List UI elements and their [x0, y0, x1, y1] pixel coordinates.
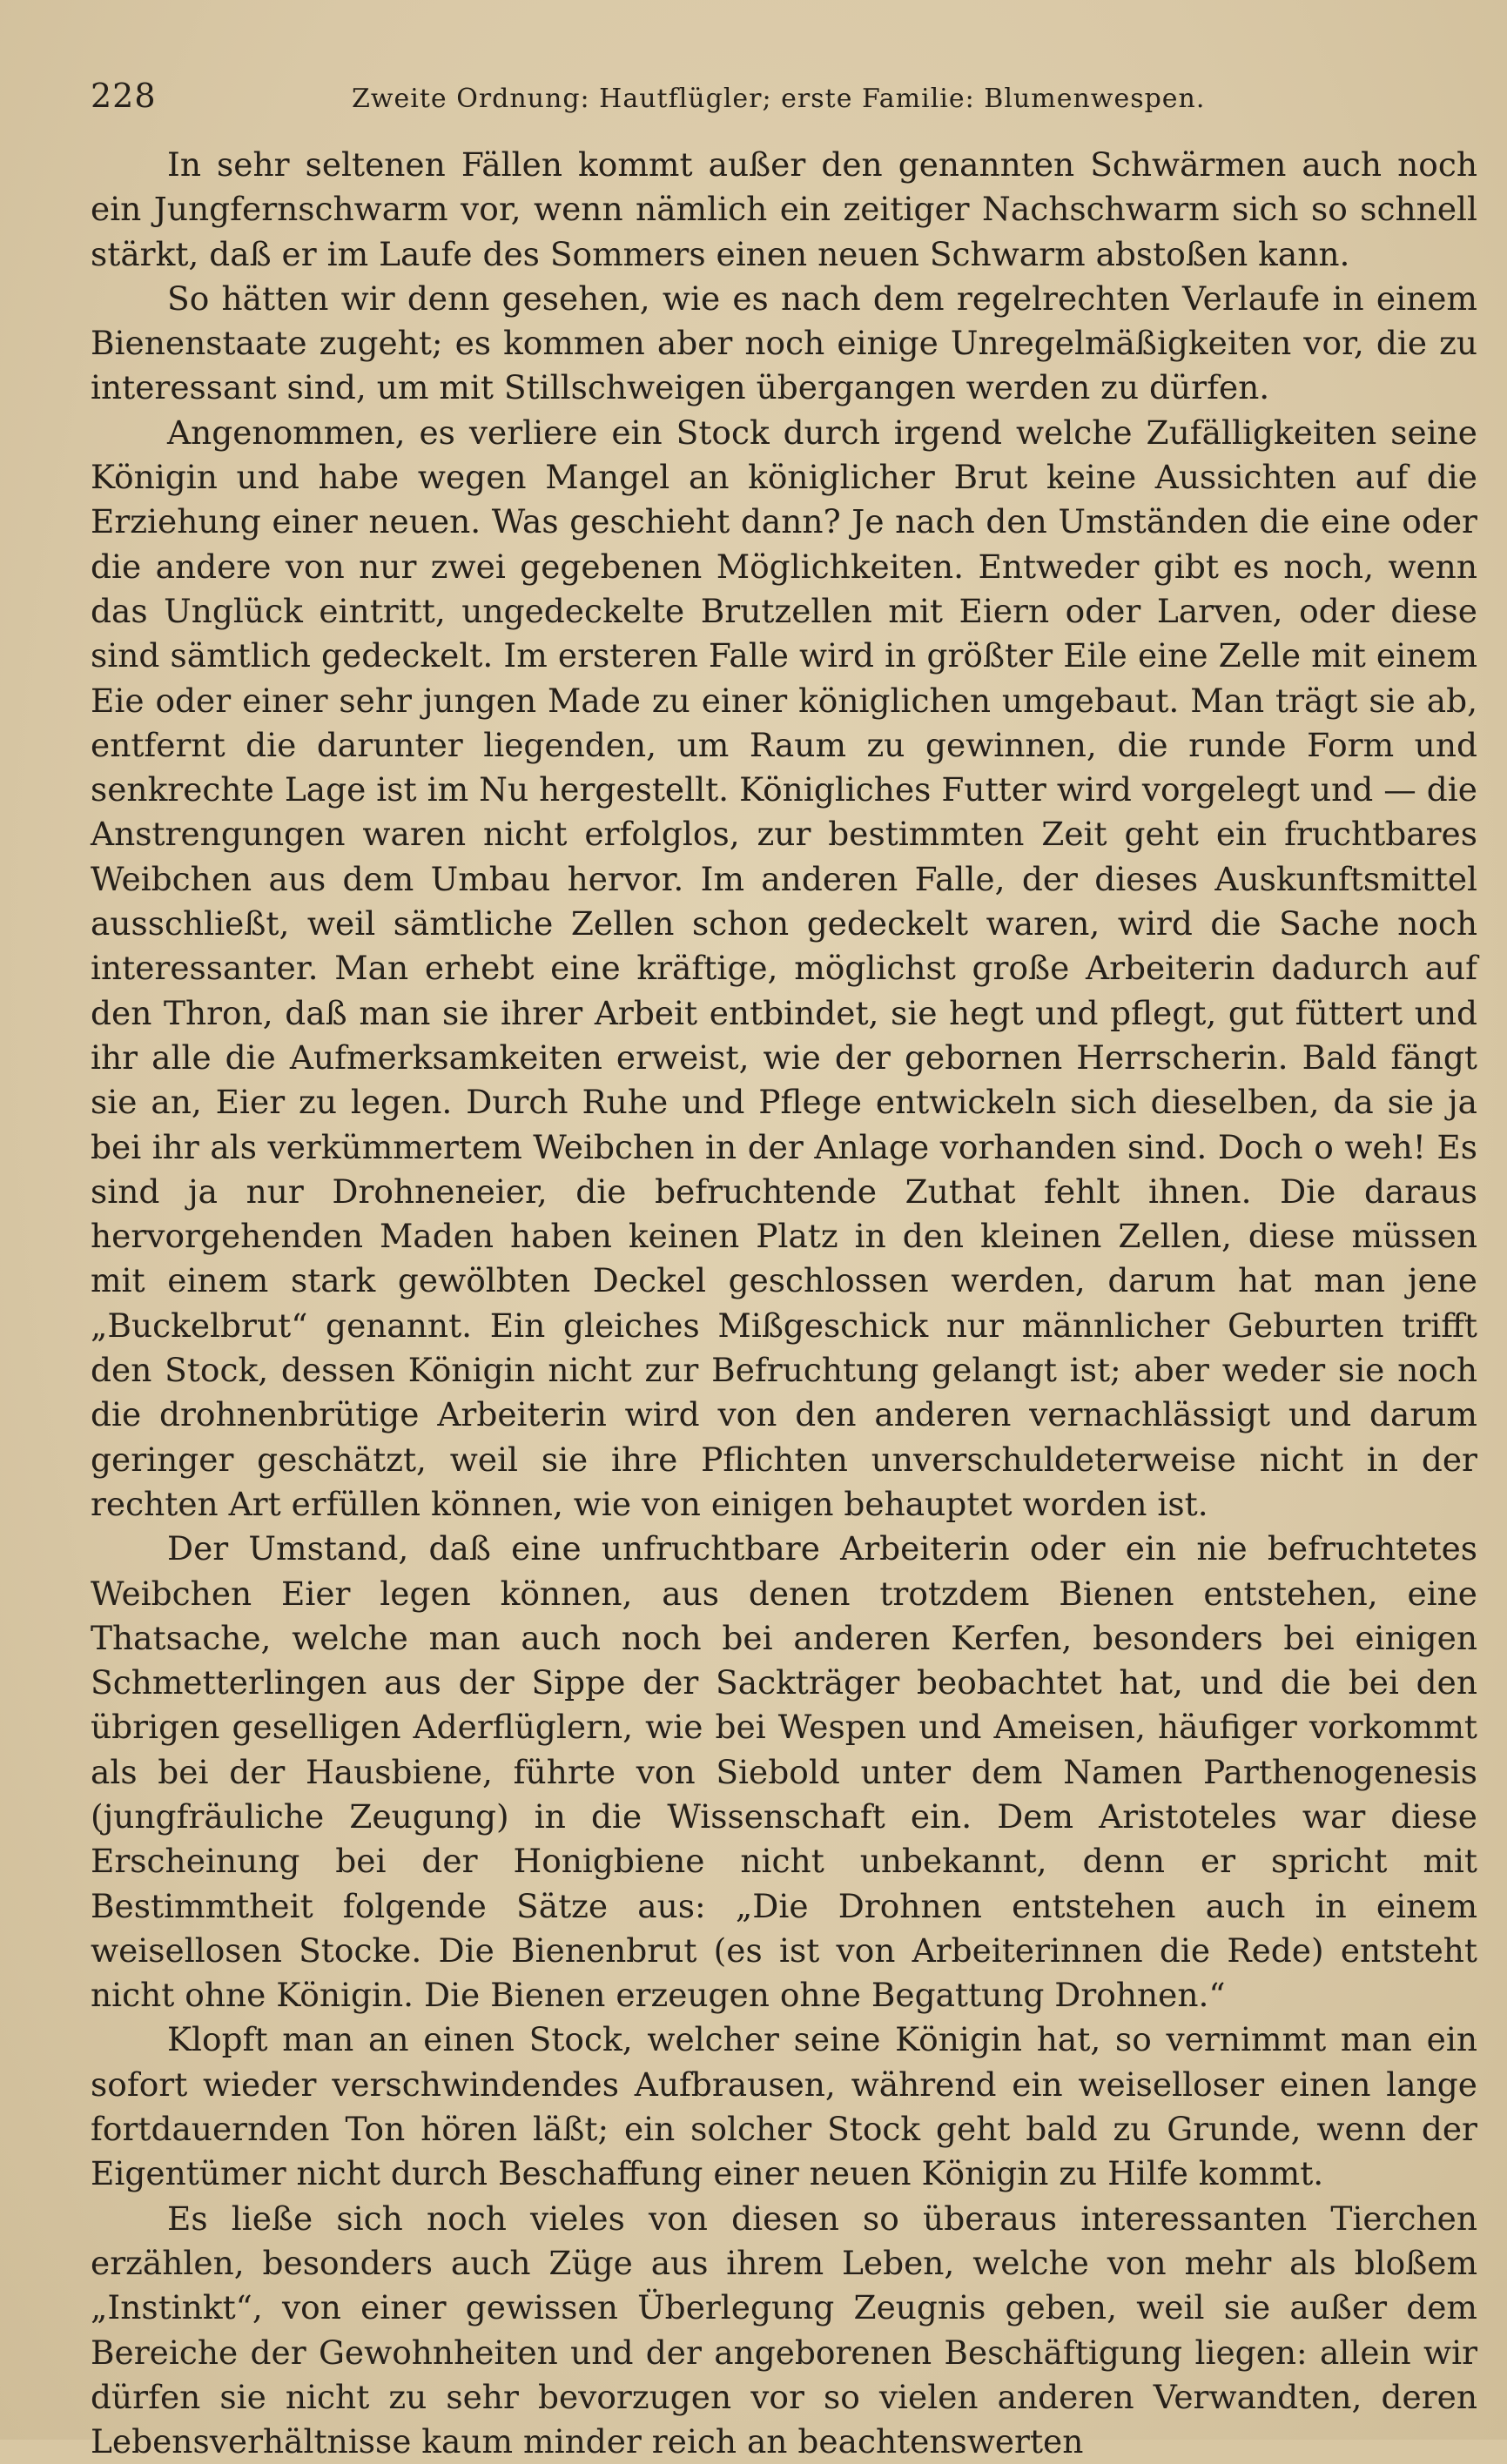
- paragraph: Klopft man an einen Stock, welcher seine Königin hat, so vernimmt man ein sofort wieder verschwindendes Aufbrausen, während ein weiselloser einen lange fortdauernden Ton hören läßt; ein solcher Stock geht bald zu Grunde, wenn der Eigentümer nicht durch Beschaffung einer neuen Königin zu Hilfe kommt.: [91, 2020, 1477, 2193]
- paragraph: Der Umstand, daß eine unfruchtbare Arbeiterin oder ein nie befruchtetes Weibchen Eier legen können, aus denen trotzdem Bienen entstehen, eine Thatsache, welche man auch noch bei anderen Kerfen, besonders bei einigen Schmetterlingen aus der Sippe der Sackträger beobachtet hat, und die bei den übrigen geselligen Aderflüglern, wie bei Wespen und Ameisen, häufiger vorkommt als bei der Hausbiene, führte von Siebold unter dem Namen Parthenogenesis (jungfräuliche Zeugung) in die Wissenschaft ein. Dem Aristoteles war diese Erscheinung bei der Honigbiene nicht unbekannt, denn er spricht mit Bestimmtheit folgende Sätze aus: „Die Drohnen entstehen auch in einem weisellosen Stocke. Die Bienenbrut (es ist von Arbeiterinnen die Rede) entsteht nicht ohne Königin. Die Bienen erzeugen ohne Begattung Drohnen.“: [91, 1529, 1477, 2015]
- body-text: [91, 143, 1477, 2464]
- paragraph: So hätten wir denn gesehen, wie es nach dem regelrechten Verlaufe in einem Bienenstaate zugeht; es kommen aber noch einige Unregelmäßigkeiten vor, die zu interessant sind, um mit Stillschweigen übergangen werden zu dürfen.: [91, 279, 1477, 407]
- running-head: Zweite Ordnung: Hautflügler; erste Familie: Blumenwespen.: [352, 84, 1206, 114]
- page-header: [91, 77, 1477, 122]
- paragraph: Angenommen, es verliere ein Stock durch irgend welche Zufälligkeiten seine Königin und habe wegen Mangel an königlicher Brut keine Aussichten auf die Erziehung einer neuen. Was geschieht dann? Je nach den Umständen die eine oder die andere von nur zwei gegebenen Möglichkeiten. Entweder gibt es noch, wenn das Unglück eintritt, ungedeckelte Brutzellen mit Eiern oder Larven, oder diese sind sämtlich gedeckelt. Im ersteren Falle wird in größter Eile eine Zelle mit einem Eie oder einer sehr jungen Made zu einer königlichen umgebaut. Man trägt sie ab, entfernt die darunter liegenden, um Raum zu gewinnen, die runde Form und senkrechte Lage ist im Nu hergestellt. Königliches Futter wird vorgelegt und — die Anstrengungen waren nicht erfolglos, zur bestimmten Zeit geht ein fruchtbares Weibchen aus dem Umbau hervor. Im anderen Falle, der dieses Auskunftsmittel ausschließt, weil sämtliche Zellen schon gedeckelt waren, wird die Sache noch interessanter. Man erhebt eine kräftige, möglichst große Arbeiterin dadurch auf den Thron, daß man sie ihrer Arbeit entbindet, sie hegt und pflegt, gut füttert und ihr alle die Aufmerksamkeiten erweist, wie der gebornen Herrscherin. Bald fängt sie an, Eier zu legen. Durch Ruhe und Pflege entwickeln sich dieselben, da sie ja bei ihr als verkümmertem Weibchen in der Anlage vorhanden sind. Doch o weh! Es sind ja nur Drohneneier, die befruchtende Zuthat fehlt ihnen. Die daraus hervorgehenden Maden haben keinen Platz in den kleinen Zellen, diese müssen mit einem stark gewölbten Deckel geschlossen werden, darum hat man jene „Buckelbrut“ genannt. Ein gleiches Mißgeschick nur männlicher Geburten trifft den Stock, dessen Königin nicht zur Befruchtung gelangt ist; aber weder sie noch die drohnenbrütige Arbeiterin wird von den anderen vernachlässigt und darum geringer geschätzt, weil sie ihre Pflichten unverschuldeterweise nicht in der rechten Art erfüllen können, wie von einigen behauptet worden ist.: [91, 413, 1477, 1523]
- paragraph: In sehr seltenen Fällen kommt außer den genannten Schwärmen auch noch ein Jungfernschwarm vor, wenn nämlich ein zeitiger Nachschwarm sich so schnell stärkt, daß er im Laufe des Sommers einen neuen Schwarm abstoßen kann.: [91, 145, 1477, 273]
- page-number: 228: [91, 77, 157, 115]
- paragraph: Es ließe sich noch vieles von diesen so überaus interessanten Tierchen erzählen, besonders auch Züge aus ihrem Leben, welche von mehr als bloßem „Instinkt“, von einer gewissen Überlegung Zeugnis geben, weil sie außer dem Bereiche der Gewohnheiten und der angeborenen Beschäftigung liegen: allein wir dürfen sie nicht zu sehr bevorzugen vor so vielen anderen Verwandten, deren Lebensverhältnisse kaum minder reich an beachtenswerten: [91, 2199, 1477, 2461]
